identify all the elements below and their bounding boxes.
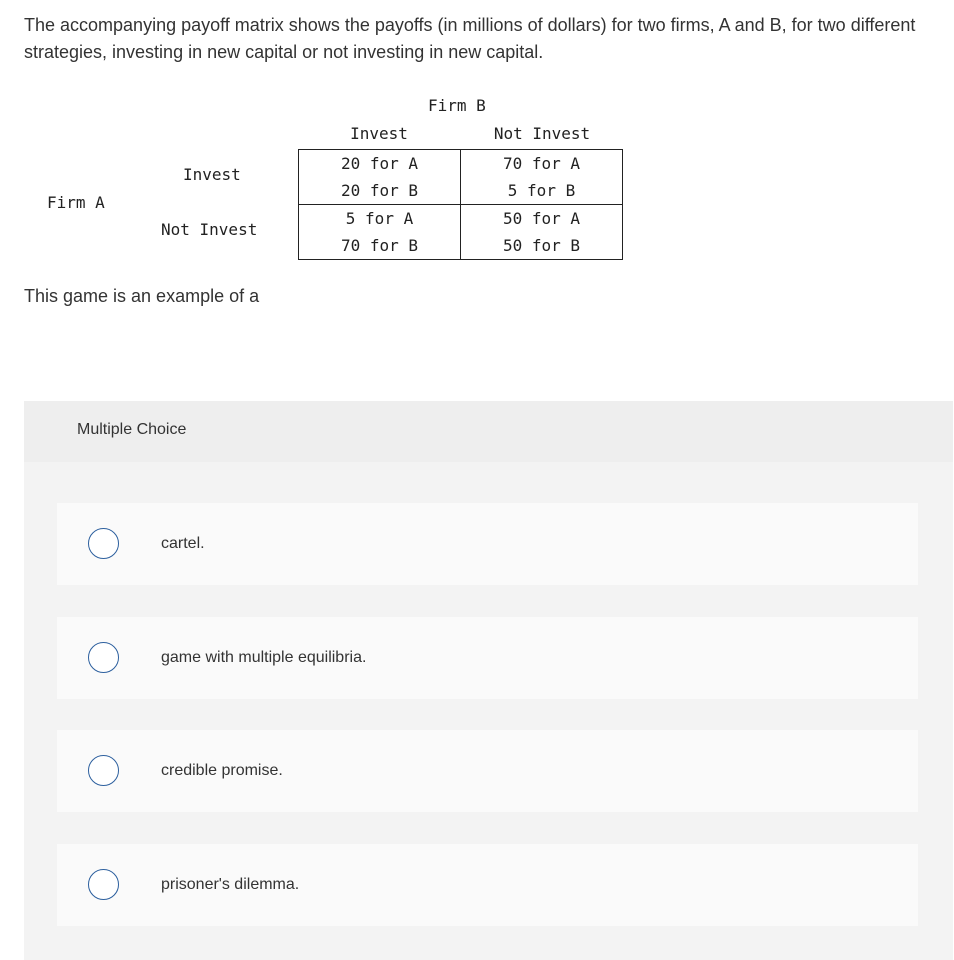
question-prompt: This game is an example of a	[24, 286, 260, 306]
payoff-cell-invest-invest	[299, 150, 461, 205]
payoff-b: 20 for B	[340, 181, 419, 200]
payoff-a: 50 for A	[502, 209, 581, 228]
radio-button[interactable]	[88, 869, 119, 900]
table-row	[299, 150, 623, 205]
option-label: credible promise.	[161, 762, 283, 779]
option-label: cartel.	[161, 535, 205, 552]
multiple-choice-panel	[24, 401, 953, 960]
column-header-not-invest: Not Invest	[493, 124, 591, 143]
option-label: game with multiple equilibria.	[161, 649, 367, 666]
radio-button[interactable]	[88, 755, 119, 786]
column-header-invest: Invest	[350, 124, 408, 143]
option-credible-promise[interactable]	[57, 730, 918, 812]
payoff-a: 20 for A	[340, 154, 419, 173]
radio-button[interactable]	[88, 642, 119, 673]
multiple-choice-title: Multiple Choice	[77, 421, 187, 438]
payoff-b: 50 for B	[502, 236, 581, 255]
payoff-a: 70 for A	[502, 154, 581, 173]
option-label: prisoner's dilemma.	[161, 876, 300, 893]
radio-button[interactable]	[88, 528, 119, 559]
question-text: The accompanying payoff matrix shows the payoffs (in millions of dollars) for two firms, A and B, for two different strategies, investing in new capital or not investing in new capital.	[24, 15, 916, 62]
option-multiple-equilibria[interactable]	[57, 617, 918, 699]
payoff-table	[298, 149, 623, 260]
payoff-b: 70 for B	[340, 236, 419, 255]
row-header-not-invest: Not Invest	[161, 220, 258, 239]
payoff-cell-not-invest-invest	[299, 205, 461, 260]
option-prisoners-dilemma[interactable]	[57, 844, 918, 926]
payoff-b: 5 for B	[507, 181, 576, 200]
payoff-cell-not-invest-not-invest	[461, 205, 623, 260]
payoff-cell-invest-not-invest	[461, 150, 623, 205]
payoff-a: 5 for A	[345, 209, 414, 228]
table-row	[299, 205, 623, 260]
option-cartel[interactable]	[57, 503, 918, 585]
firm-b-label: Firm B	[428, 96, 486, 115]
multiple-choice-header	[24, 401, 953, 462]
firm-a-label: Firm A	[47, 193, 105, 212]
row-header-invest: Invest	[183, 165, 241, 184]
